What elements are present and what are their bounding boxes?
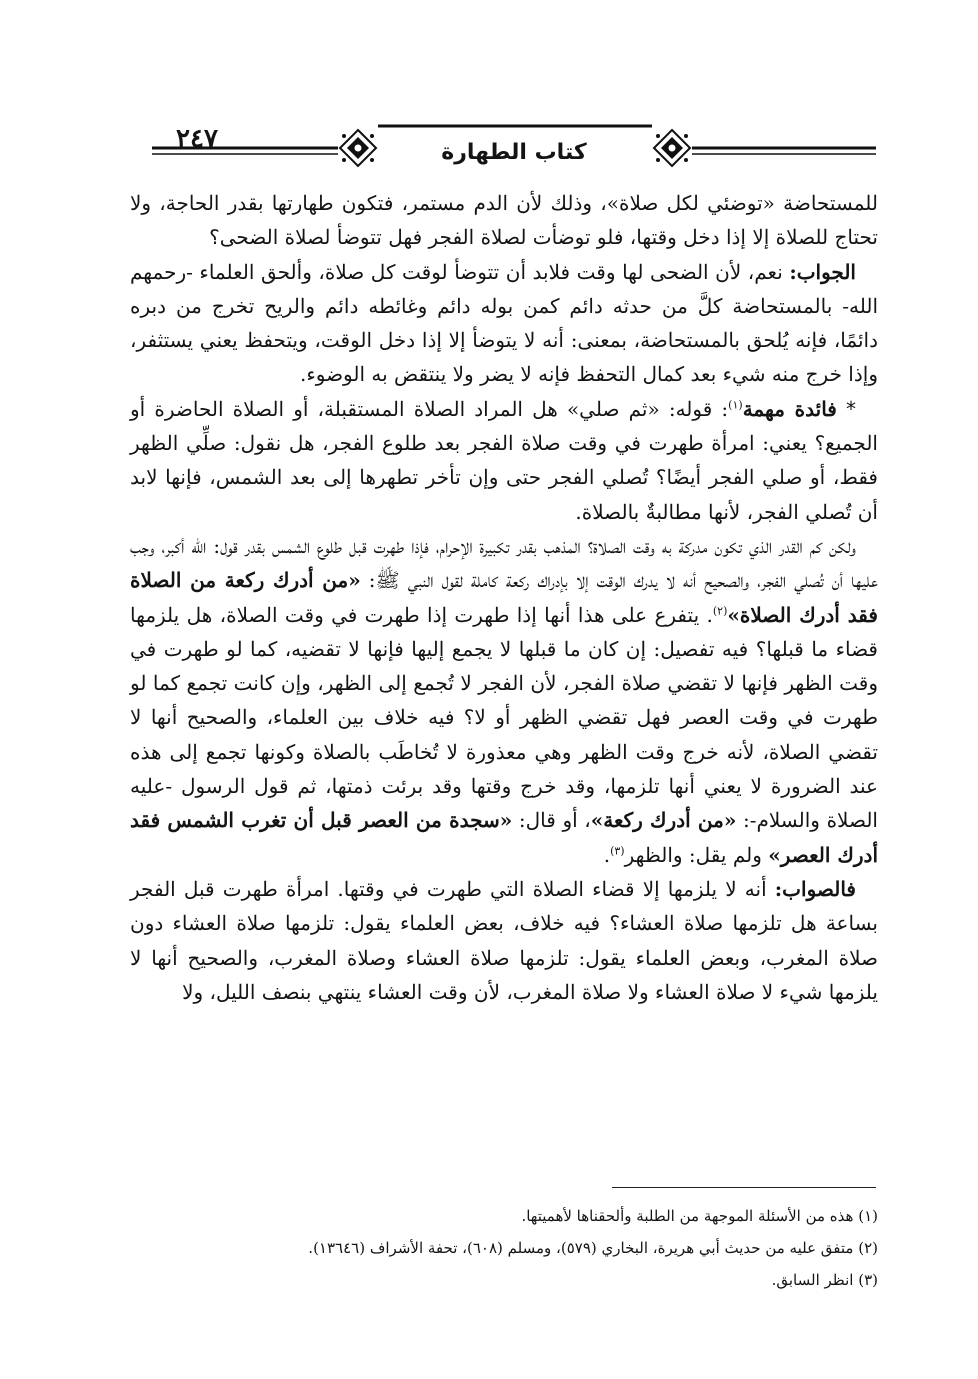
- note-label: فائدة مهمة: [742, 396, 837, 421]
- footnote-ref-1: (١): [728, 398, 743, 412]
- conclusion-label: فالصواب:: [774, 876, 856, 901]
- footnote-3: (٣) انظر السابق.: [771, 1271, 878, 1289]
- footnote-ref-3: (٣): [610, 843, 625, 857]
- paragraph-4: ولكن كم القدر الذي تكون مدركة به وقت الصلاة؟ المذهب بقدر تكبيرة الإحرام، فإذا طهرت قبل طلوع الشمس بقدر قول: الله أكبر، وجب عليها أن تُصلي الفجر، والصحيح أنه لا يدرك الوقت إلا بإدراك ركعة كاملة لقول النبي ﷺ: «من أدرك ركعة من الصلاة فقد أدرك الصلاة»$^{(٢)}$. يتفرع على هذا أنها إذا طهرت إذا طهرت في وقت الصلاة، هل يلزمها قضاء ما قبلها؟ فيه تفصيل: إن كان ما قبلها لا يجمع إليها فإنها لا تقضيه، كما لو طهرت في وقت الظهر فإنها لا تقضي صلاة الفجر، لأن الفجر لا تُجمع إلى الظهر، وإن كانت تجمع كما لو طهرت في وقت العصر فهل تقضي الظهر أو لا؟ فيه خلاف بين العلماء، والصحيح أنها لا تقضي الصلاة، لأنه خرج وقت الظهر وهي معذورة لا تُخاطَب بالصلاة وكونها تجمع إلى هذه عند الضرورة لا يعني أنها تلزمها، وقد خرج وقتها وقد برئت ذمتها، ثم قول الرسول -عليه الصلاة والسلام-: «من أدرك ركعة»، أو قال: «سجدة من العصر قبل أن تغرب الشمس فقد أدرك العصر» ولم يقل: والظهر$^{(٣)}$.: [130, 533, 878, 867]
- ornament-left-icon: [338, 128, 378, 168]
- footnote-ref-2: (٢): [712, 603, 728, 617]
- footnotes: [130, 1200, 878, 1296]
- star-icon: *: [846, 396, 856, 421]
- main-text: [130, 186, 878, 1009]
- page-header: [152, 108, 876, 190]
- hadith-quote-1: «من أدرك ركعة من الصلاة فقد أدرك الصلاة»: [130, 568, 878, 627]
- page-number: ٢٤٧: [176, 124, 218, 154]
- hadith-quote-2: «من أدرك ركعة»: [590, 808, 737, 833]
- paragraph-3: * فائدة مهمة$^{(١)}$: قوله: «ثم صلي» هل المراد الصلاة المستقبلة، أو الصلاة الحاضرة أو الجميع؟ يعني: امرأة طهرت في وقت صلاة الفجر بعد طلوع الفجر، هل نقول: صلِّي الظهر فقط، أو صلي الفجر أيضًا؟ تُصلي الفجر حتى وإن تأخر تطهرها إلى بعد الشمس، فإنها لابد أن تُصلي الفجر، لأنها مطالبةٌ بالصلاة.: [130, 396, 878, 524]
- answer-label: الجواب:: [789, 259, 856, 284]
- footnote-divider: [612, 1187, 876, 1188]
- footnote-1: (١) هذه من الأسئلة الموجهة من الطلبة وألحقناها لأهميتها.: [521, 1207, 878, 1225]
- book-title: كتاب الطهارة: [441, 140, 587, 165]
- footnote-2: (٢) متفق عليه من حديث أبي هريرة، البخاري (٥٧٩)، ومسلم (٦٠٨)، تحفة الأشراف (١٣٦٤٦).: [308, 1239, 878, 1257]
- paragraph-2: الجواب: نعم، لأن الضحى لها وقت فلابد أن تتوضأ لوقت كل صلاة، وألحق العلماء -رحمهم الله- بالمستحاضة كلَّ من حدثه دائم كمن بوله دائم وغائطه دائم والريح تخرج من دبره دائمًا، فإنه يُلحق بالمستحاضة، بمعنى: أنه لا يتوضأ إلا إذا دخل الوقت، ويتحفظ يعني يستثفر، وإذا خرج منه شيء بعد كمال التحفظ فإنه لا يضر ولا ينتقض به الوضوء.: [130, 259, 878, 387]
- hadith-quote-3: «سجدة من العصر قبل أن تغرب الشمس فقد أدرك العصر»: [130, 808, 878, 867]
- paragraph-5: فالصواب: أنه لا يلزمها إلا قضاء الصلاة التي طهرت في وقتها. امرأة طهرت قبل الفجر بساعة هل تلزمها صلاة العشاء؟ فيه خلاف، بعض العلماء يقول: تلزمها صلاة العشاء دون صلاة المغرب، وبعض العلماء يقول: تلزمها صلاة العشاء وصلاة المغرب، والصحيح أنها لا يلزمها شيء لا صلاة العشاء ولا صلاة المغرب، لأن وقت العشاء ينتهي بنصف الليل، ولا: [130, 876, 878, 1004]
- paragraph-1: للمستحاضة «توضئي لكل صلاة»، وذلك لأن الدم مستمر، فتكون طهارتها بقدر الحاجة، ولا تحتاج للصلاة إلا إذا دخل وقتها، فلو توضأت لصلاة الفجر فهل تتوضأ لصلاة الضحى؟: [130, 191, 878, 250]
- ornament-right-icon: [652, 128, 692, 168]
